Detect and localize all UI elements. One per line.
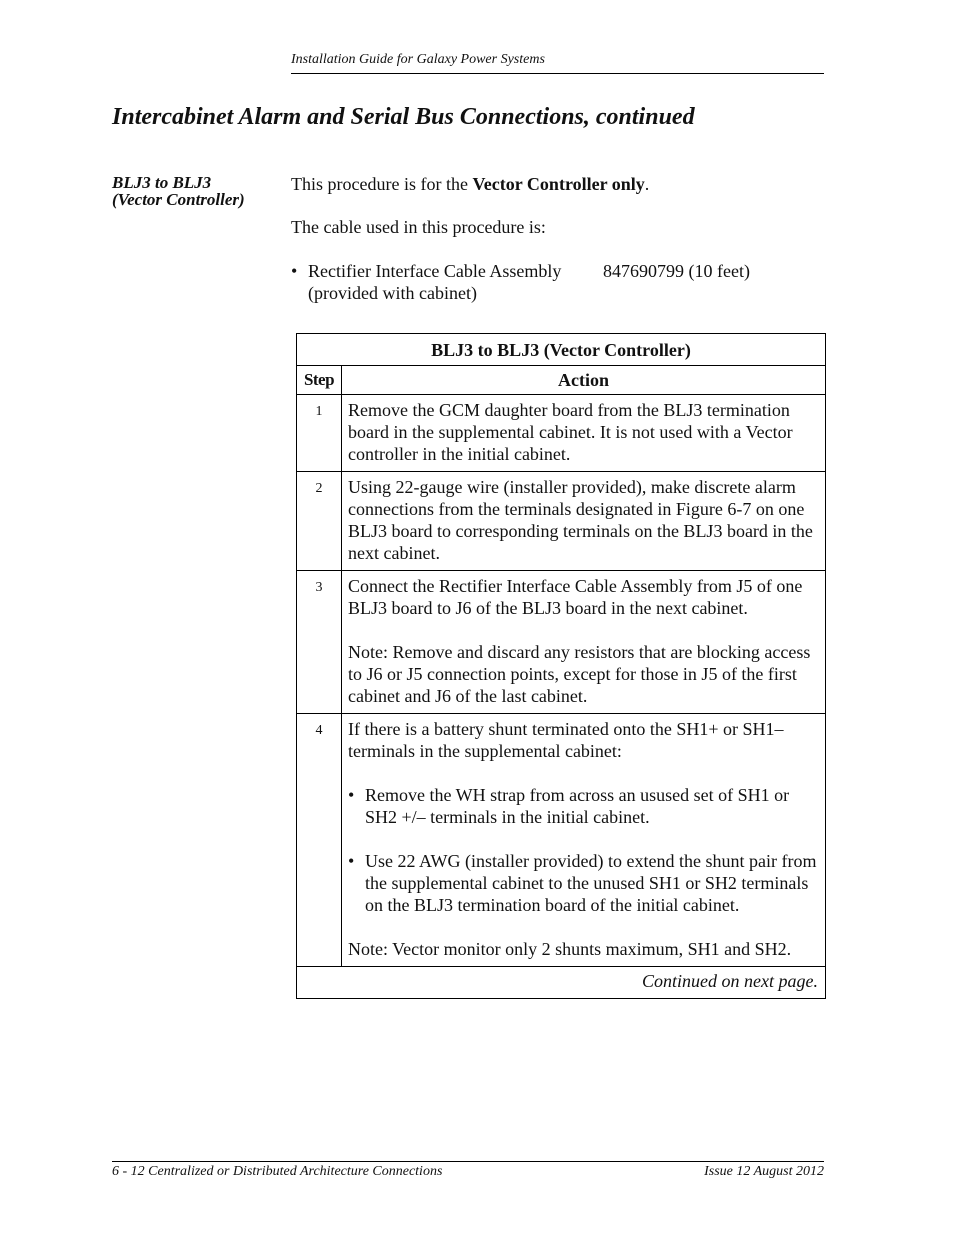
cable-note: (provided with cabinet): [308, 283, 477, 303]
step-number: 4: [297, 714, 342, 967]
table-row: [297, 571, 826, 714]
running-header: [291, 52, 824, 74]
intro-bold: Vector Controller only: [472, 174, 645, 194]
bullet-glyph: •: [291, 261, 298, 281]
list-item-text: Remove the WH strap from across an usused set of SH1 or SH2 +/– terminals in the initial cabinet.: [365, 785, 790, 827]
column-header-step: Step: [297, 366, 342, 395]
intro-paragraph: [291, 173, 649, 195]
side-heading-line2: (Vector Controller): [112, 190, 245, 209]
table-row: [297, 395, 826, 472]
table-row: [297, 714, 826, 967]
step-paragraph: If there is a battery shunt terminated onto the SH1+ or SH1– terminals in the supplemental cabinet:: [348, 719, 784, 761]
step-paragraph: Using 22-gauge wire (installer provided), make discrete alarm connections from the terminals designated in Figure 6-7 on one BLJ3 board to corresponding terminals on the BLJ3 board in the next cabinet.: [348, 477, 813, 563]
page-footer: [112, 1161, 824, 1180]
cable-name: Rectifier Interface Cable Assembly: [308, 261, 562, 281]
step-number: 2: [297, 472, 342, 571]
column-header-action: Action: [342, 366, 826, 395]
list-item: [348, 850, 819, 916]
footer-page-info: 6 - 12 Centralized or Distributed Architecture Connections: [112, 1164, 443, 1179]
bullet-glyph: •: [348, 851, 355, 871]
step-action: [342, 714, 826, 967]
step-number: 1: [297, 395, 342, 472]
step-note: Note: Remove and discard any resistors that are blocking access to J6 or J5 connection points, except for those in J5 of the first cabinet and J6 of the last cabinet.: [348, 642, 811, 706]
step-note: Note: Vector monitor only 2 shunts maximum, SH1 and SH2.: [348, 939, 792, 959]
table-row: [297, 472, 826, 571]
running-title: Installation Guide for Galaxy Power Systems: [291, 52, 545, 67]
cable-intro: The cable used in this procedure is:: [291, 217, 546, 237]
step-number: 3: [297, 571, 342, 714]
step-paragraph: Remove the GCM daughter board from the BLJ3 termination board in the supplemental cabinet. It is not used with a Vector controller in the initial cabinet.: [348, 400, 793, 464]
list-item-text: Use 22 AWG (installer provided) to extend the shunt pair from the supplemental cabinet to the unused SH1 or SH2 terminals on the BLJ3 termination board of the initial cabinet.: [365, 851, 817, 915]
step-paragraph: Connect the Rectifier Interface Cable Assembly from J5 of one BLJ3 board to J6 of the BLJ3 board in the next cabinet.: [348, 576, 803, 618]
cable-part-number: 847690799 (10 feet): [603, 261, 750, 281]
side-heading: [112, 174, 282, 208]
continued-note: Continued on next page.: [297, 967, 826, 999]
page-title: Intercabinet Alarm and Serial Bus Connections, continued: [112, 104, 695, 130]
step-action: [342, 472, 826, 571]
procedure-table: [296, 333, 826, 999]
intro-prefix: This procedure is for the: [291, 174, 473, 194]
step-action: [342, 571, 826, 714]
list-item: [348, 784, 819, 828]
intro-suffix: .: [644, 174, 650, 194]
table-title: BLJ3 to BLJ3 (Vector Controller): [297, 334, 826, 366]
bullet-glyph: •: [348, 785, 355, 805]
footer-issue: Issue 12 August 2012: [704, 1164, 824, 1179]
side-heading-line1: BLJ3 to BLJ3: [112, 173, 212, 192]
step-action: [342, 395, 826, 472]
